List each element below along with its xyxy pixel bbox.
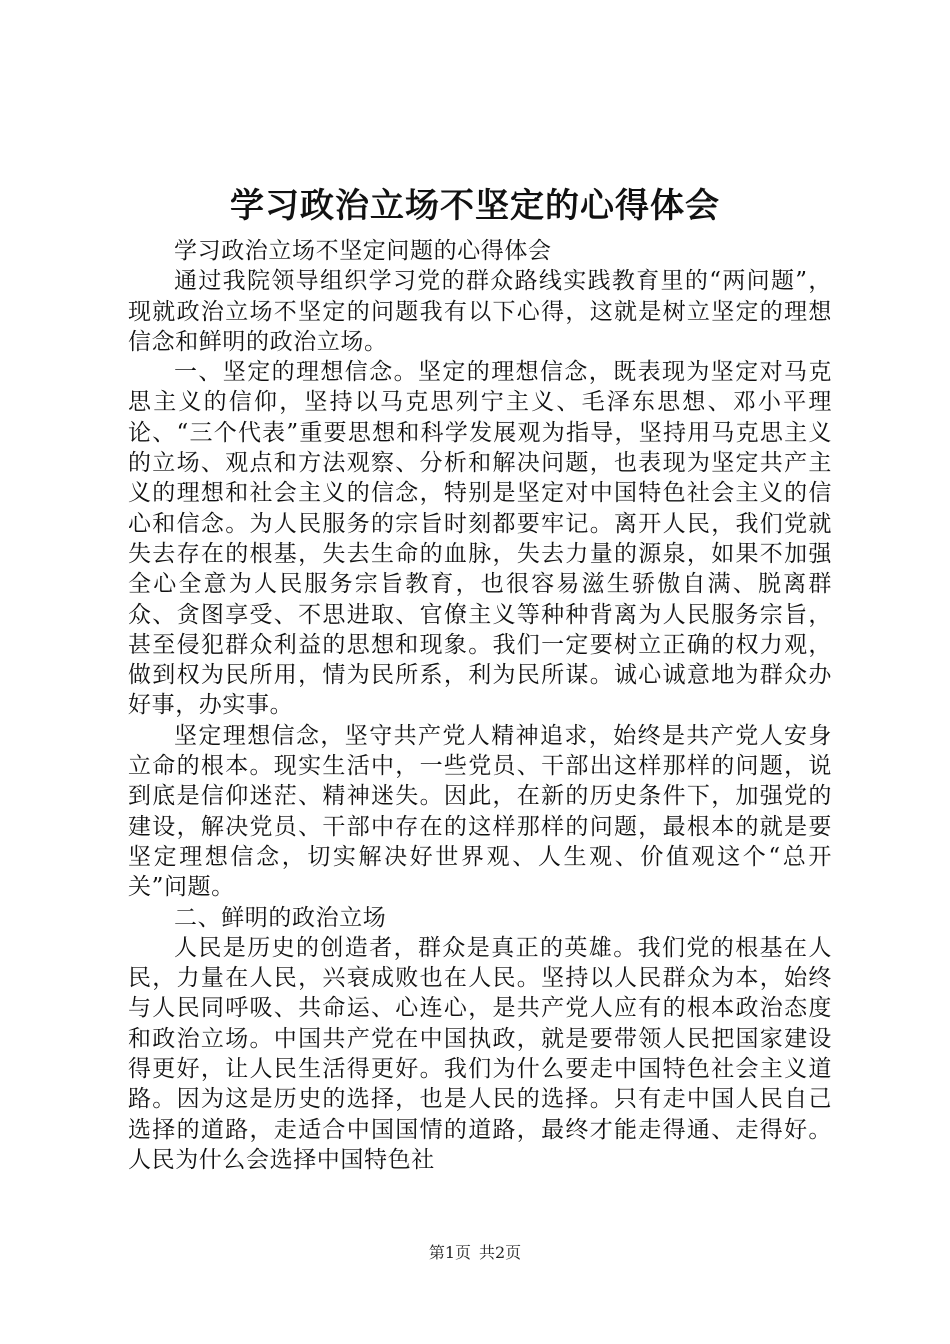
document-title: 学习政治立场不坚定的心得体会 [230, 186, 720, 226]
section-two-paragraph: 人民是历史的创造者，群众是真正的英雄。我们党的根基在人民，力量在人民，兴衰成败也在人民。坚持以人民群众为本，始终与人民同呼吸、共命运、心连心，是共产党人应有的根本政治态度和政治立场。中国共产党在中国执政，就是要带领人民把国家建设得更好，让人民生活得更好。我们为什么要走中国特色社会主义道路。因为这是历史的选择，也是人民的选择。只有走中国人民自己选择的道路，走适合中国国情的道路，最终才能走得通、走得好。人民为什么会选择中国特色社 [128, 934, 832, 1173]
intro-paragraph: 通过我院领导组织学习党的群众路线实践教育里的“两问题”，现就政治立场不坚定的问题我有以下心得，这就是树立坚定的理想信念和鲜明的政治立场。 [128, 268, 832, 355]
page-number: 第1页 [428, 1243, 471, 1262]
document-body [128, 236, 832, 1175]
section-one-paragraph: 一、坚定的理想信念。坚定的理想信念，既表现为坚定对马克思主义的信仰，坚持以马克思列宁主义、毛泽东思想、邓小平理论、“三个代表”重要思想和科学发展观为指导，坚持用马克思主义的立场、观点和方法观察、分析和解决问题，也表现为坚定共产主义的理想和社会主义的信念，特别是坚定对中国特色社会主义的信心和信念。为人民服务的宗旨时刻都要牢记。离开人民，我们党就失去存在的根基，失去生命的血脉，失去力量的源泉，如果不加强全心全意为人民服务宗旨教育，也很容易滋生骄傲自满、脱离群众、贪图享受、不思进取、官僚主义等种种背离为人民服务宗旨，甚至侵犯群众利益的思想和现象。我们一定要树立正确的权力观，做到权为民所用，情为民所系，利为民所谋。诚心诚意地为群众办好事，办实事。 [128, 359, 832, 719]
section-two-heading: 二、鲜明的政治立场 [174, 904, 387, 931]
subtitle-paragraph: 学习政治立场不坚定问题的心得体会 [174, 238, 552, 264]
page-total: 共2页 [479, 1243, 522, 1262]
page-footer [0, 1242, 950, 1264]
ideals-paragraph: 坚定理想信念，坚守共产党人精神追求，始终是共产党人安身立命的根本。现实生活中，一些党员、干部出这样那样的问题，说到底是信仰迷茫、精神迷失。因此，在新的历史条件下，加强党的建设，解决党员、干部中存在的这样那样的问题，最根本的就是要坚定理想信念，切实解决好世界观、人生观、价值观这个“总开关”问题。 [128, 722, 832, 901]
